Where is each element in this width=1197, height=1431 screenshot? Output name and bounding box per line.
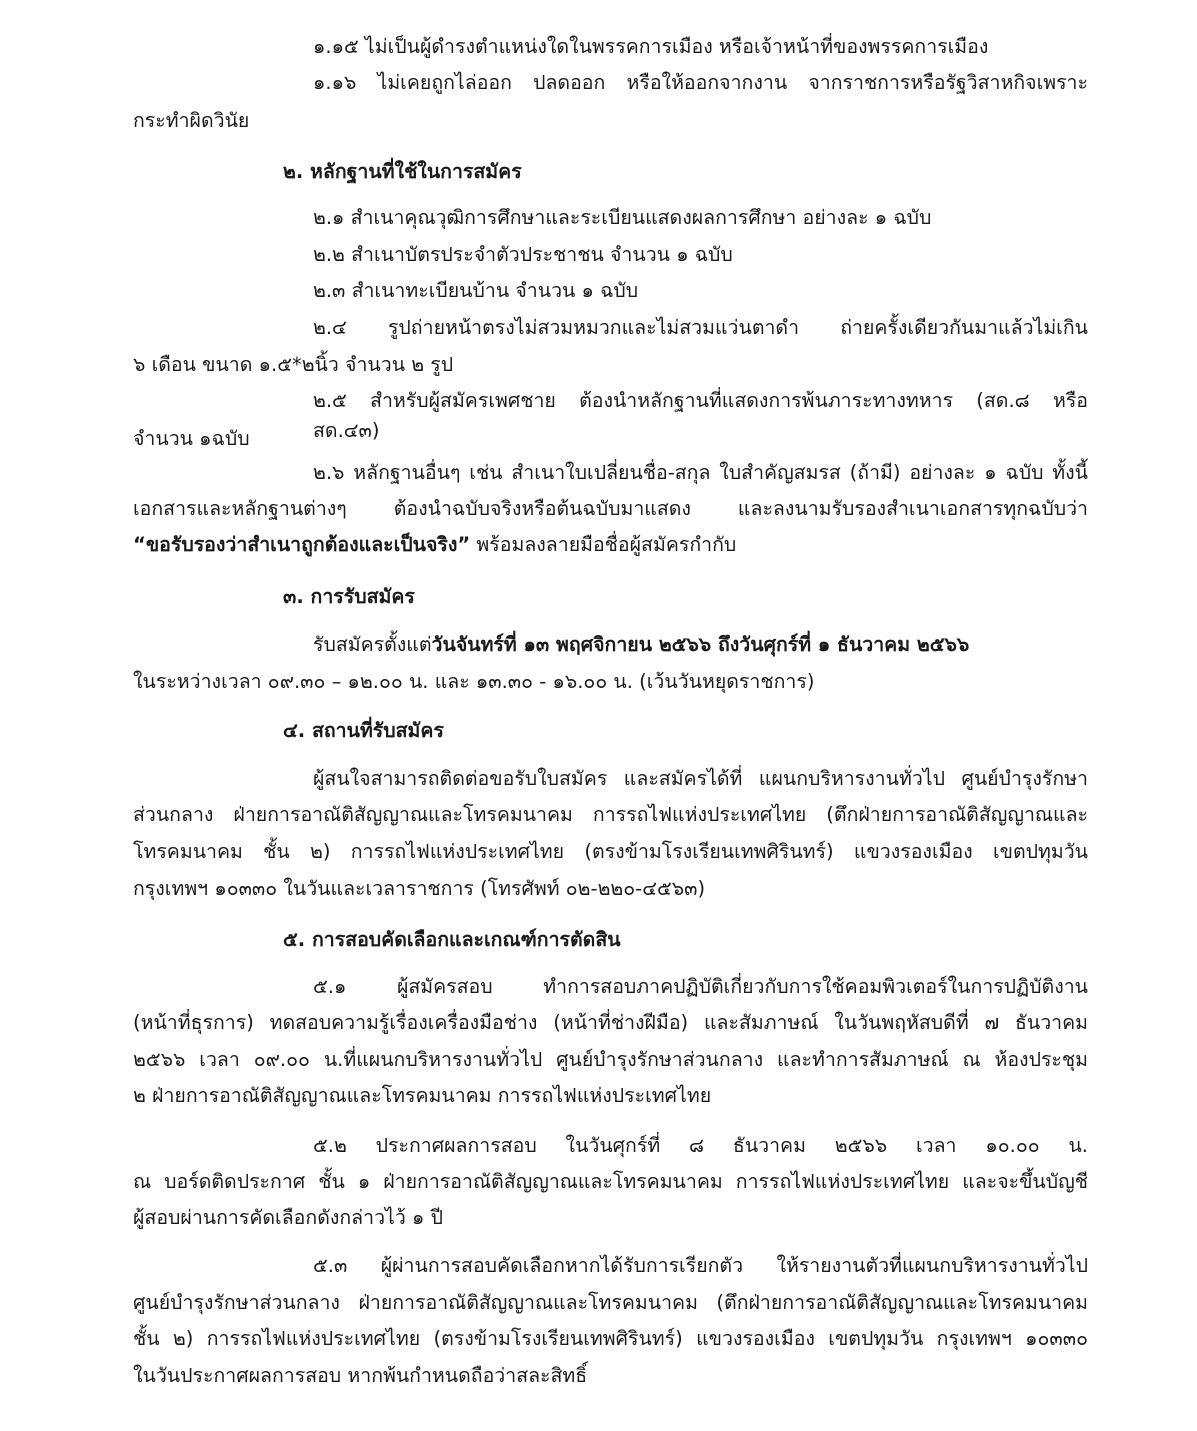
application-hours: ในระหว่างเวลา ๐๙.๓๐ – ๑๒.๐๐ น. และ ๑๓.๓๐ - ๑๖.๐๐ น. (เว้นวันหยุดราชการ) — [133, 670, 815, 693]
item-5-2-line2: ณ บอร์ดติดประกาศ ชั้น ๑ ฝ่ายการอาณัติสัญญาณและโทรคมนาคม การรถไฟแห่งประเทศไทย และจะขึ้นบัญชี — [133, 1170, 1088, 1193]
item-2-2: ๒.๒ สำเนาบัตรประจำตัวประชาชน จำนวน ๑ ฉบับ — [313, 243, 733, 266]
item-2-4-line1: ๒.๔ รูปถ่ายหน้าตรงไม่สวมหมวกและไม่สวมแว่นตาดำ ถ่ายครั้งเดียวกันมาแล้วไม่เกิน — [313, 316, 1088, 339]
section-2-heading: ๒. หลักฐานที่ใช้ในการสมัคร — [283, 160, 522, 183]
item-5-3-line1: ๕.๓ ผู้ผ่านการสอบคัดเลือกหากได้รับการเรียกตัว ให้รายงานตัวที่แผนกบริหารงานทั่วไป — [313, 1254, 1088, 1277]
certification-phrase: “ขอรับรองว่าสำเนาถูกต้องและเป็นจริง” — [133, 533, 471, 556]
item-5-3-line4: ในวันประกาศผลการสอบ หากพ้นกำหนดถือว่าสละสิทธิ์ — [133, 1364, 588, 1387]
item-1-16-line1: ๑.๑๖ ไม่เคยถูกไล่ออก ปลดออก หรือให้ออกจากงาน จากราชการหรือรัฐวิสาหกิจเพราะ — [313, 71, 1088, 94]
location-line3: โทรคมนาคม ชั้น ๒) การรถไฟแห่งประเทศไทย (ตรงข้ามโรงเรียนเทพศิรินทร์) แขวงรองเมือง เขตปทุมวัน — [133, 840, 1088, 863]
item-5-3-line2: ศูนย์บำรุงรักษาส่วนกลาง ฝ่ายการอาณัติสัญญาณและโทรคมนาคม (ตึกฝ่ายการอาณัติสัญญาณและโทรคมนาคม — [133, 1291, 1088, 1314]
item-5-1-line2: (หน้าที่ธุรการ) ทดสอบความรู้เรื่องเครื่องมือช่าง (หน้าที่ช่างฝีมือ) และสัมภาษณ์ ในวันพฤหัสบดีที่ ๗ ธันวาคม — [133, 1011, 1088, 1034]
application-period — [313, 630, 1088, 662]
section-4-heading: ๔. สถานที่รับสมัคร — [283, 719, 444, 742]
application-period-prefix: รับสมัครตั้งแต่ — [313, 633, 432, 656]
application-dates: วันจันทร์ที่ ๑๓ พฤศจิกายน ๒๕๖๖ ถึงวันศุกร์ที่ ๑ ธันวาคม ๒๕๖๖ — [431, 633, 970, 656]
item-2-6-line3 — [133, 530, 1088, 562]
item-5-1-line4: ๒ ฝ่ายการอาณัติสัญญาณและโทรคมนาคม การรถไฟแห่งประเทศไทย — [133, 1084, 712, 1107]
item-1-15: ๑.๑๕ ไม่เป็นผู้ดำรงตำแหน่งใดในพรรคการเมือง หรือเจ้าหน้าที่ของพรรคการเมือง — [313, 35, 989, 58]
item-2-3: ๒.๓ สำเนาทะเบียนบ้าน จำนวน ๑ ฉบับ — [313, 279, 639, 302]
item-5-2-line1: ๕.๒ ประกาศผลการสอบ ในวันศุกร์ที่ ๘ ธันวาคม ๒๕๖๖ เวลา ๑๐.๐๐ น. — [313, 1134, 1088, 1157]
location-line1: ผู้สนใจสามารถติดต่อขอรับใบสมัคร และสมัครได้ที่ แผนกบริหารงานทั่วไป ศูนย์บำรุงรักษา — [313, 767, 1088, 790]
item-5-3-line3: ชั้น ๒) การรถไฟแห่งประเทศไทย (ตรงข้ามโรงเรียนเทพศิรินทร์) แขวงรองเมือง เขตปทุมวัน กรุงเทพฯ ๑๐๓๓๐ — [133, 1327, 1088, 1350]
item-2-6-line1: ๒.๖ หลักฐานอื่นๆ เช่น สำเนาใบเปลี่ยนชื่อ-สกุล ใบสำคัญสมรส (ถ้ามี) อย่างละ ๑ ฉบับ ทั้งนี้ — [313, 461, 1088, 484]
item-2-4-line2: ๖ เดือน ขนาด ๑.๕*๒นิ้ว จำนวน ๒ รูป — [133, 353, 454, 376]
section-3-heading: ๓. การรับสมัคร — [283, 585, 415, 608]
location-line2: ส่วนกลาง ฝ่ายการอาณัติสัญญาณและโทรคมนาคม การรถไฟแห่งประเทศไทย (ตึกฝ่ายการอาณัติสัญญาณและ — [133, 803, 1088, 826]
location-line4: กรุงเทพฯ ๑๐๓๓๐ ในวันและเวลาราชการ (โทรศัพท์ ๐๒-๒๒๐-๔๕๖๓) — [133, 877, 706, 900]
item-2-6-line2: เอกสารและหลักฐานต่างๆ ต้องนำฉบับจริงหรือต้นฉบับมาแสดง และลงนามรับรองสำเนาเอกสารทุกฉบับว่า — [133, 497, 1088, 520]
section-5-heading: ๕. การสอบคัดเลือกและเกณฑ์การตัดสิน — [283, 928, 621, 951]
certification-rest: พร้อมลงลายมือชื่อผู้สมัครกำกับ — [470, 533, 737, 556]
item-2-1: ๒.๑ สำเนาคุณวุฒิการศึกษาและระเบียนแสดงผลการศึกษา อย่างละ ๑ ฉบับ — [313, 206, 932, 229]
item-2-5-line1: ๒.๕ สำหรับผู้สมัครเพศชาย ต้องนำหลักฐานที่แสดงการพ้นภาระทางทหาร (สด.๘ หรือ สด.๔๓) — [313, 389, 1088, 442]
item-5-1-line3: ๒๕๖๖ เวลา ๐๙.๐๐ น.ที่แผนกบริหารงานทั่วไป ศูนย์บำรุงรักษาส่วนกลาง และทำการสัมภาษณ์ ณ ห้องประชุม — [133, 1048, 1088, 1071]
item-2-5-line2: จำนวน ๑ฉบับ — [133, 427, 250, 450]
item-1-16-line2: กระทำผิดวินัย — [133, 109, 250, 132]
item-5-2-line3: ผู้สอบผ่านการคัดเลือกดังกล่าวไว้ ๑ ปี — [133, 1206, 443, 1229]
item-5-1-line1: ๕.๑ ผู้สมัครสอบ ทำการสอบภาคปฏิบัติเกี่ยวกับการใช้คอมพิวเตอร์ในการปฏิบัติงาน — [313, 975, 1088, 998]
